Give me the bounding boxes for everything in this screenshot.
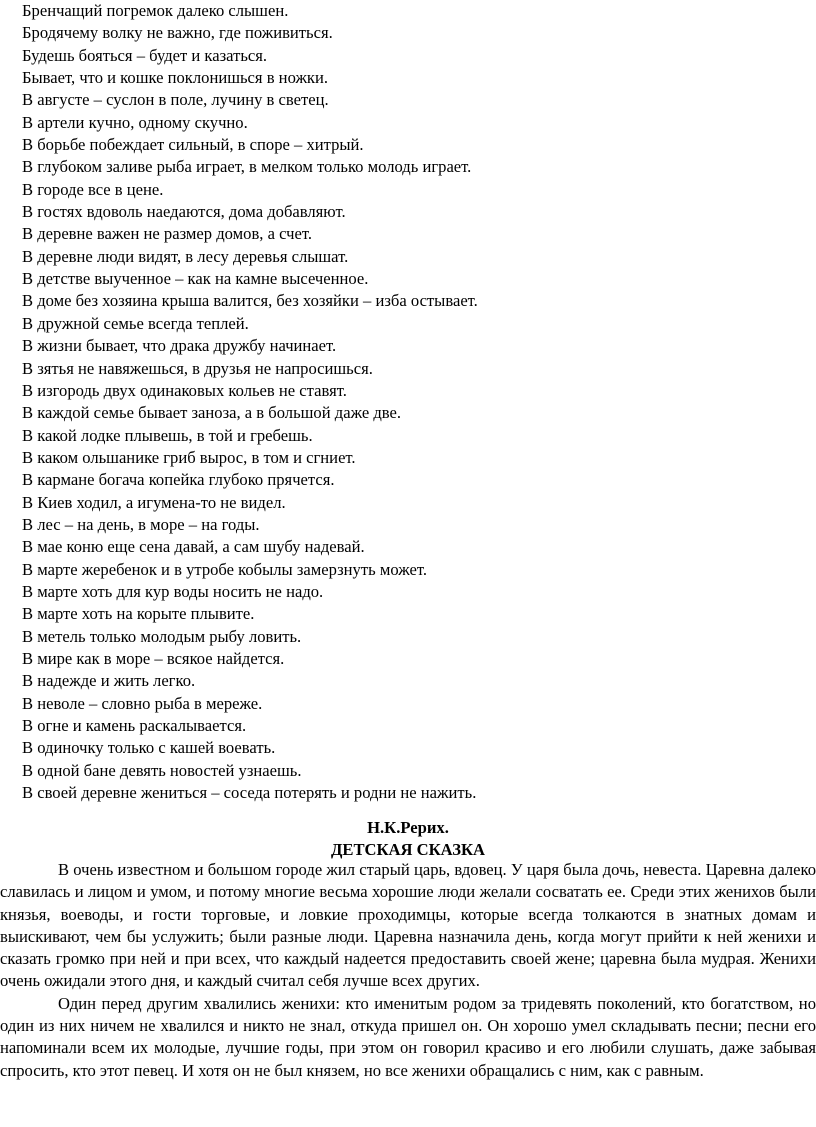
proverb-line: В жизни бывает, что драка дружбу начинает. xyxy=(22,336,337,356)
proverb-line: В каком ольшанике гриб вырос, в том и сгниет. xyxy=(22,447,356,467)
proverb-line: В марте жеребенок и в утробе кобылы замерзнуть может. xyxy=(22,559,427,579)
story-title: ДЕТСКАЯ СКАЗКА xyxy=(330,840,486,859)
proverb-line: Бывает, что и кошке поклонишься в ножки. xyxy=(22,68,329,88)
proverb-line: В одиночку только с кашей воевать. xyxy=(22,738,276,758)
proverb-line: В борьбе побеждает сильный, в споре – хитрый. xyxy=(22,135,364,155)
proverb-line: В гостях вдоволь наедаются, дома добавляют. xyxy=(22,202,346,222)
proverb-line: В детстве выученное – как на камне высеченное. xyxy=(22,269,369,289)
proverb-line: В марте хоть для кур воды носить не надо. xyxy=(22,581,324,601)
proverb-line: В мае коню еще сена давай, а сам шубу надевай. xyxy=(22,537,365,557)
proverb-line: В огне и камень раскалывается. xyxy=(22,716,247,735)
story-paragraph: В очень известном и большом городе жил старый царь, вдовец. У царя была дочь, невеста. Царевна далеко славилась и лицом и умом, и потому многие весьма хорошие люди желали сосватать ее. Среди этих женихов были князья, воеводы, и гости торговые, и ловкие проходимцы, которые всегда толкаются в знатных домам и выискивают, чем бы услужить; были разные люди. Царевна назначила день, когда могут прийти к ней женихи и сказать громко при ней и при всех, что каждый надеется предоставить своей жене; царевна была мудрая. Женихи очень ожидали этого дня, и каждый считал себя лучше всех других. xyxy=(0,860,816,991)
story-paragraph: Один перед другим хвалились женихи: кто именитым родом за тридевять поколений, кто богатством, но один из них ничем не хвалился и никто не знал, откуда пришел он. Он хорошо умел складывать песни; песни его напоминали всем их молодые, лучшие годы, при этом он говорил красиво и его любили слушать, даже забывая спросить, кто этот певец. И хотя он не был князем, но все женихи обращались с ним, как с равным. xyxy=(0,993,816,1080)
proverb-line: В глубоком заливе рыба играет, в мелком только молодь играет. xyxy=(22,157,472,177)
story-author: Н.К.Рерих. xyxy=(367,818,449,837)
proverb-line: В своей деревне жениться – соседа потерять и родни не нажить. xyxy=(22,783,477,803)
proverb-line: В городе все в цене. xyxy=(22,179,164,199)
proverb-line: В надежде и жить легко. xyxy=(22,671,196,691)
proverb-line: В каждой семье бывает заноза, а в большой даже две. xyxy=(22,403,402,423)
proverb-line: В доме без хозяина крыша валится, без хозяйки – изба остывает. xyxy=(22,291,478,311)
proverb-line: В какой лодке плывешь, в той и гребешь. xyxy=(22,425,313,445)
proverb-line: Будешь бояться – будет и казаться. xyxy=(22,45,268,65)
proverb-line: В кармане богача копейка глубоко прячется. xyxy=(22,470,335,490)
proverb-line: В метель только молодым рыбу ловить. xyxy=(22,626,302,646)
proverb-line: В одной бане девять новостей узнаешь. xyxy=(22,760,302,780)
proverb-line: В изгородь двух одинаковых кольев не ставят. xyxy=(22,380,347,400)
story-body xyxy=(0,859,816,1082)
proverb-line: В артели кучно, одному скучно. xyxy=(22,112,248,132)
proverb-line: В марте хоть на корыте плывите. xyxy=(22,604,255,624)
proverb-line: Бренчащий погремок далеко слышен. xyxy=(22,1,289,20)
proverb-line: В лес – на день, в море – на годы. xyxy=(22,514,260,534)
proverb-line: В деревне важен не размер домов, а счет. xyxy=(22,224,312,244)
proverb-line: В Киев ходил, а игумена-то не видел. xyxy=(22,492,286,512)
proverb-line: В деревне люди видят, в лесу деревья слышат. xyxy=(22,246,349,266)
proverb-list xyxy=(22,0,802,804)
proverb-line: Бродячему волку не важно, где поживиться. xyxy=(22,23,333,43)
proverb-line: В дружной семье всегда теплей. xyxy=(22,313,249,333)
proverb-line: В августе – суслон в поле, лучину в светец. xyxy=(22,90,329,110)
proverb-line: В зятья не навяжешься, в друзья не напросишься. xyxy=(22,358,373,378)
proverb-line: В неволе – словно рыба в мереже. xyxy=(22,693,263,713)
proverb-line: В мире как в море – всякое найдется. xyxy=(22,648,285,668)
